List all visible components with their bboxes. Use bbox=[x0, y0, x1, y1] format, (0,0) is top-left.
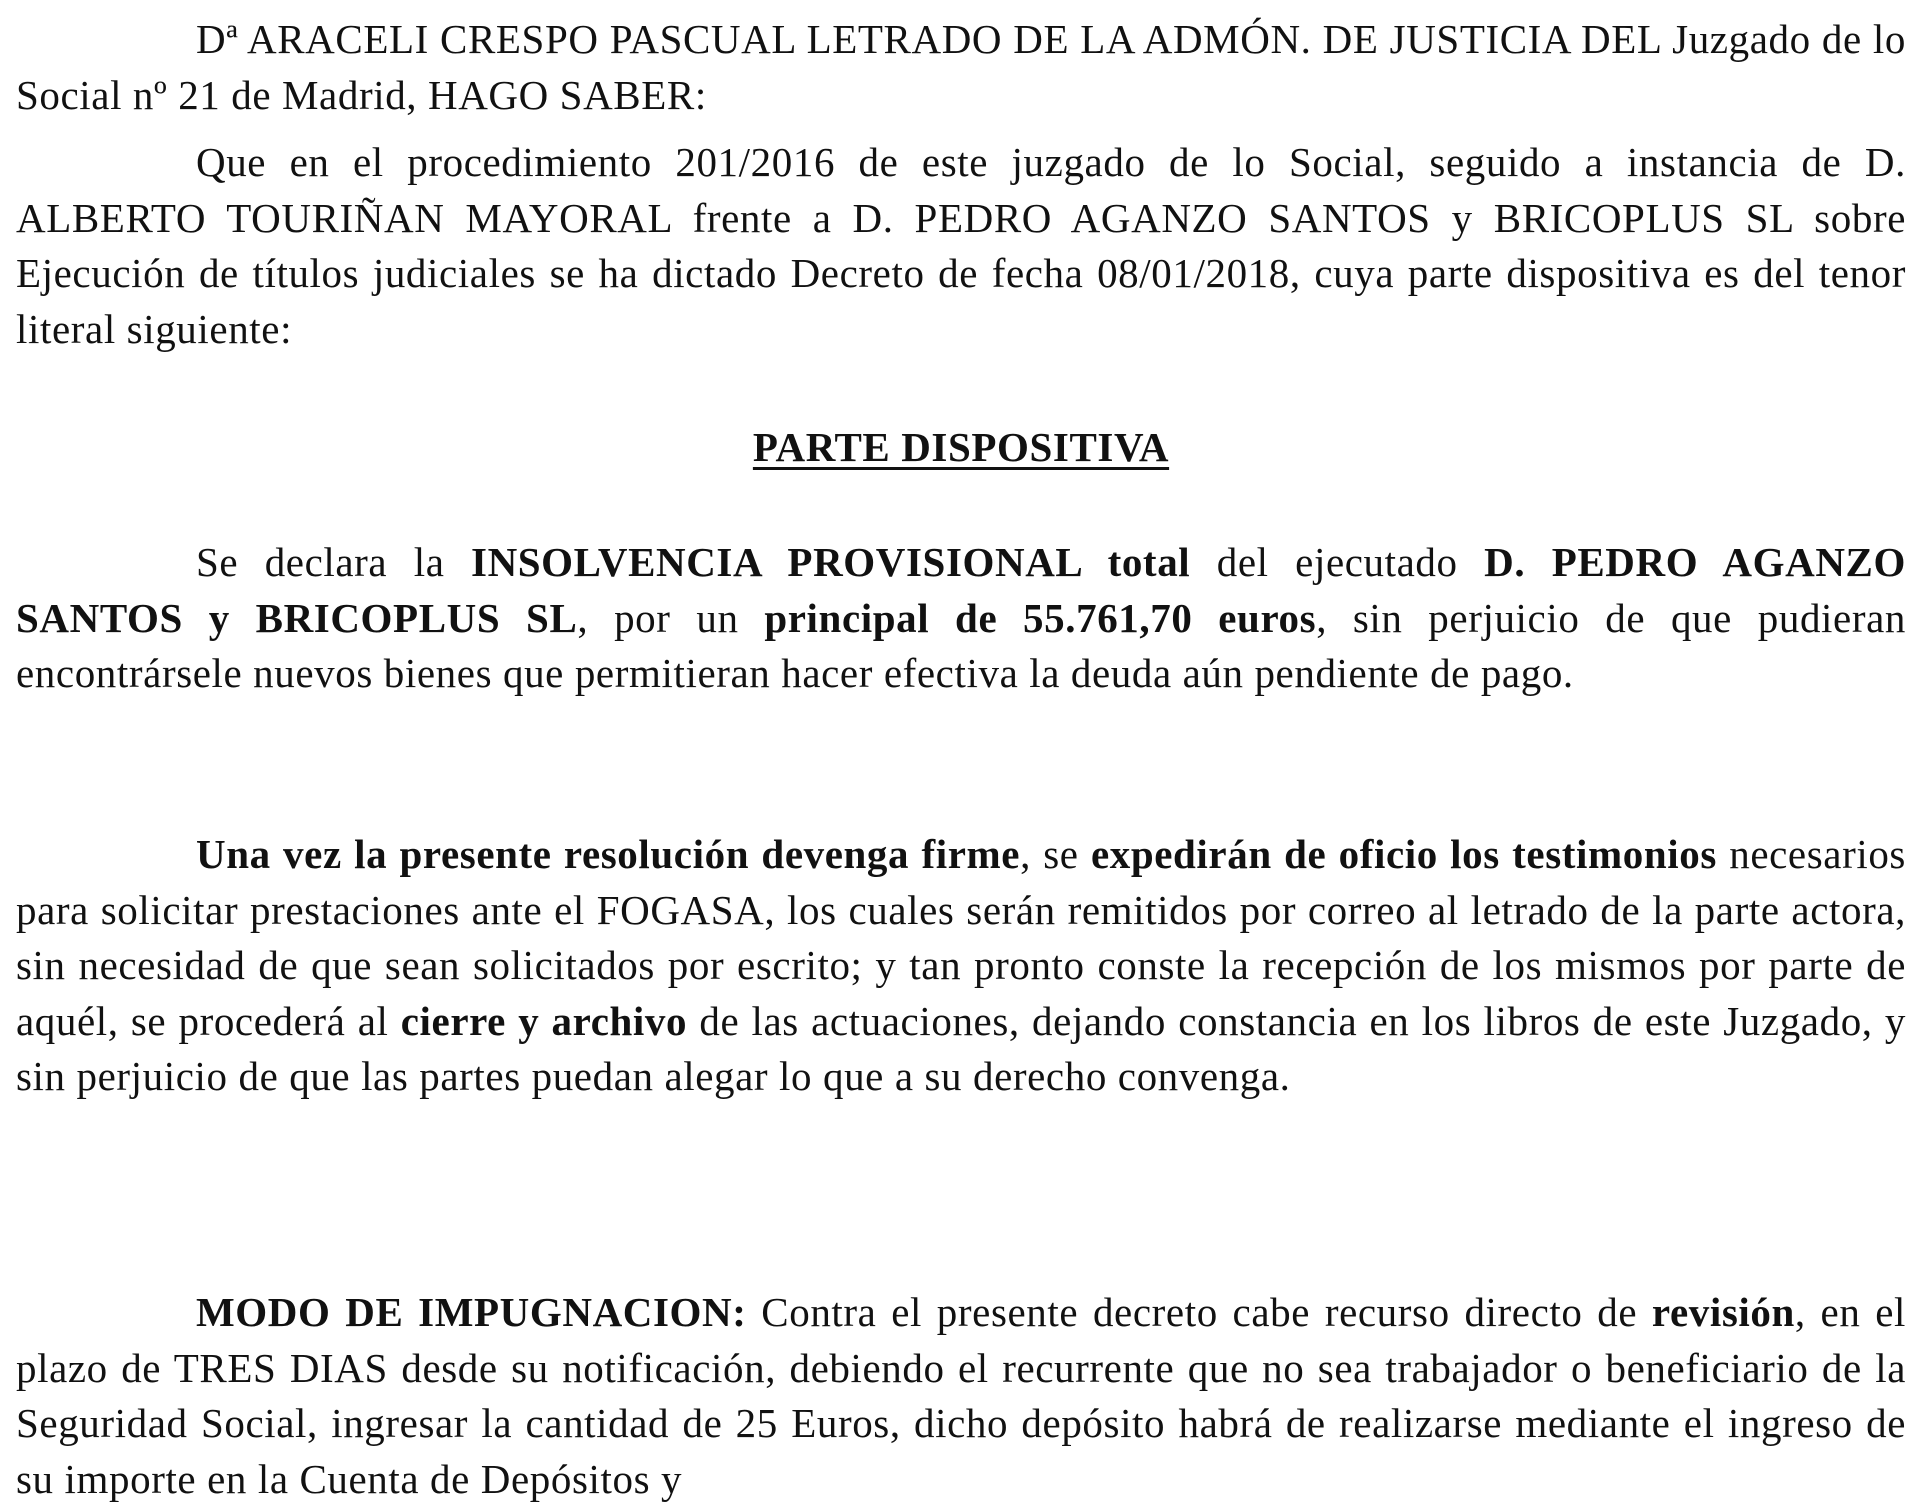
declaration-bold-ejecutado: D. PEDRO AGANZO SANTOS y BRICOPLUS SL bbox=[16, 539, 1906, 641]
firmeza-bold-testimonios: expedirán de oficio los testimonios bbox=[1090, 831, 1717, 877]
firmeza-bold-resolucion: Una vez la presente resolución devenga firme bbox=[196, 831, 1021, 877]
impugnacion-bold-modo: MODO DE IMPUGNACION: bbox=[196, 1289, 747, 1335]
firmeza-paragraph bbox=[16, 827, 1906, 1105]
firmeza-text-3: de las actuaciones, dejando constancia en los libros de este Juzgado, y sin perjuicio de que las partes puedan alegar lo que a su derecho convenga. bbox=[16, 997, 1906, 1099]
firmeza-text-2: necesarios para solicitar prestaciones ante el FOGASA, los cuales serán remitidos por correo al letrado de la parte actora, sin necesidad de que sean solicitados por escrito; y tan pronto conste la recepción de los mismos por parte de aquél, se procederá al bbox=[16, 831, 1906, 1044]
document-page bbox=[16, 0, 1906, 1512]
declaration-text-1: Se declara la bbox=[196, 539, 472, 585]
declaration-text-3: , por un bbox=[577, 594, 765, 641]
section-heading: PARTE DISPOSITIVA bbox=[752, 424, 1170, 470]
intro-paragraph bbox=[16, 135, 1906, 357]
declaration-text-4: , sin perjuicio de que pudieran encontrársele nuevos bienes que permitieran hacer efectiva la deuda aún pendiente de pago. bbox=[16, 594, 1906, 696]
impugnacion-paragraph bbox=[16, 1285, 1906, 1507]
impugnacion-bold-revision: revisión bbox=[1651, 1289, 1795, 1335]
firmeza-text-1: , se bbox=[1020, 831, 1091, 877]
intro-text: Que en el procedimiento 201/2016 de este juzgado de lo Social, seguido a instancia de D. ALBERTO TOURIÑAN MAYORAL frente a D. PEDRO AGANZO SANTOS y BRICOPLUS SL sobre Ejecución de títulos judiciales se ha dictado Decreto de fecha 08/01/2018, cuya parte dispositiva es del tenor literal siguiente: bbox=[16, 139, 1906, 352]
declaration-bold-insolvencia: INSOLVENCIA PROVISIONAL total bbox=[471, 539, 1191, 585]
header-text: Dª ARACELI CRESPO PASCUAL LETRADO DE LA ADMÓN. DE JUSTICIA DEL Juzgado de lo Social nº 21 de Madrid, HAGO SABER: bbox=[16, 16, 1906, 118]
impugnacion-text-1: Contra el presente decreto cabe recurso directo de bbox=[746, 1289, 1652, 1335]
firmeza-bold-archivo: cierre y archivo bbox=[400, 997, 688, 1044]
impugnacion-text-2: , en el plazo de TRES DIAS desde su notificación, debiendo el recurrente que no sea trabajador o beneficiario de la Seguridad Social, ingresar la cantidad de 25 Euros, dicho depósito habrá de realizarse mediante el ingreso de su importe en la Cuenta de Depósitos y bbox=[16, 1289, 1906, 1502]
header-paragraph bbox=[16, 12, 1906, 123]
declaration-bold-principal: principal de 55.761,70 euros bbox=[764, 594, 1317, 641]
declaration-text-2: del ejecutado bbox=[1190, 539, 1485, 585]
declaration-paragraph bbox=[16, 535, 1906, 702]
